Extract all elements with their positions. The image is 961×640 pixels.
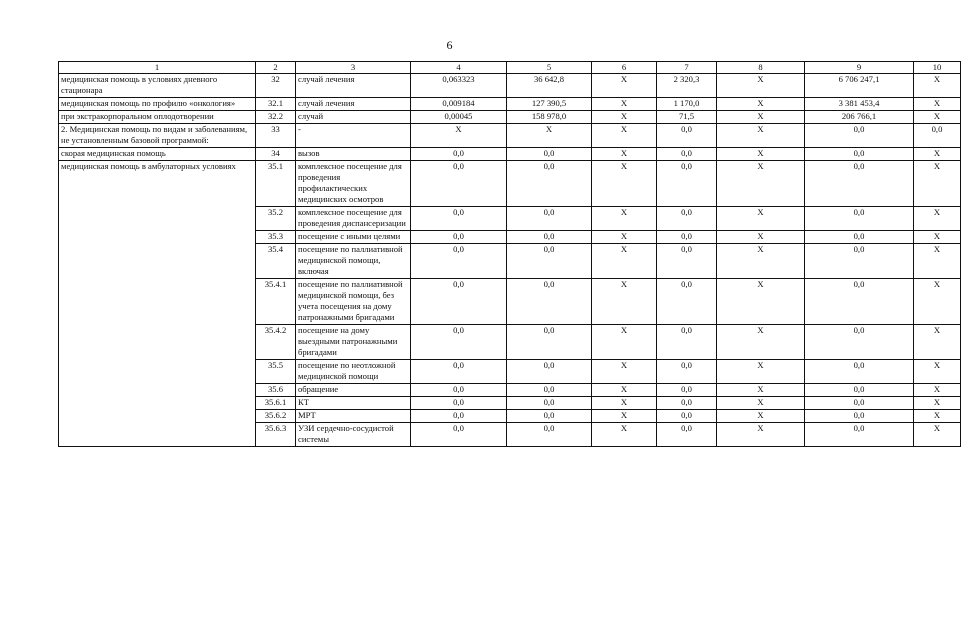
cell-col-3: комплексное посещение для проведения диспансеризации	[296, 207, 411, 231]
cell-col-3: случай	[296, 111, 411, 124]
cell-col-4: 0,00045	[411, 111, 507, 124]
cell-col-3: случай лечения	[296, 74, 411, 98]
cell-col-2: 35.6.1	[256, 397, 296, 410]
table-row	[59, 161, 961, 207]
cell-col-9: 0,0	[805, 384, 914, 397]
cell-col-1: скорая медицинская помощь	[59, 148, 256, 161]
page-number: 6	[446, 38, 453, 52]
cell-col-10: 0,0	[914, 124, 961, 148]
cell-col-7: 0,0	[657, 279, 717, 325]
cell-col-6: X	[592, 325, 657, 360]
cell-col-10: X	[914, 410, 961, 423]
cell-col-9: 0,0	[805, 423, 914, 447]
cell-col-5: 0,0	[507, 279, 592, 325]
cell-col-2: 35.4.1	[256, 279, 296, 325]
cell-col-2: 35.6	[256, 384, 296, 397]
cell-col-9: 0,0	[805, 124, 914, 148]
cell-col-5: 0,0	[507, 325, 592, 360]
cell-col-2: 35.2	[256, 207, 296, 231]
cell-col-7: 0,0	[657, 148, 717, 161]
cell-col-8: X	[717, 397, 805, 410]
cell-col-8: X	[717, 231, 805, 244]
cell-col-7: 0,0	[657, 325, 717, 360]
cell-col-3: посещение по паллиативной медицинской помощи, без учета посещения на дому патронажными бригадами	[296, 279, 411, 325]
cell-col-5: 158 978,0	[507, 111, 592, 124]
cell-col-3: случай лечения	[296, 98, 411, 111]
cell-col-4: 0,0	[411, 397, 507, 410]
header-cell: 3	[296, 62, 411, 74]
cell-col-8: X	[717, 161, 805, 207]
cell-col-2: 35.6.3	[256, 423, 296, 447]
cell-col-6: X	[592, 207, 657, 231]
cell-col-2: 35.4	[256, 244, 296, 279]
cell-col-8: X	[717, 111, 805, 124]
cell-col-10: X	[914, 244, 961, 279]
cell-col-3: посещение на дому выездными патронажными бригадами	[296, 325, 411, 360]
cell-col-8: X	[717, 410, 805, 423]
table-row	[59, 148, 961, 161]
cell-col-9: 0,0	[805, 207, 914, 231]
cell-col-7: 71,5	[657, 111, 717, 124]
cell-col-5: 0,0	[507, 360, 592, 384]
cell-col-10: X	[914, 74, 961, 98]
cell-col-6: X	[592, 360, 657, 384]
cell-col-9: 6 706 247,1	[805, 74, 914, 98]
header-cell: 6	[592, 62, 657, 74]
cell-col-3: посещение по неотложной медицинской помощи	[296, 360, 411, 384]
cell-col-8: X	[717, 74, 805, 98]
cell-col-6: X	[592, 279, 657, 325]
cell-col-6: X	[592, 124, 657, 148]
cell-col-9: 206 766,1	[805, 111, 914, 124]
cell-col-5: 0,0	[507, 384, 592, 397]
cell-col-5: 0,0	[507, 244, 592, 279]
cell-col-8: X	[717, 98, 805, 111]
cell-col-1: медицинская помощь в условиях дневного стационара	[59, 74, 256, 98]
cell-col-3: посещение с иными целями	[296, 231, 411, 244]
header-cell: 2	[256, 62, 296, 74]
cell-col-4: 0,0	[411, 410, 507, 423]
data-table	[58, 61, 961, 447]
cell-col-6: X	[592, 244, 657, 279]
cell-col-3: обращение	[296, 384, 411, 397]
cell-col-5: X	[507, 124, 592, 148]
cell-col-8: X	[717, 423, 805, 447]
cell-col-1: при экстракорпоральном оплодотворении	[59, 111, 256, 124]
cell-col-7: 2 320,3	[657, 74, 717, 98]
header-cell: 9	[805, 62, 914, 74]
cell-col-10: X	[914, 231, 961, 244]
cell-col-3: посещение по паллиативной медицинской помощи, включая	[296, 244, 411, 279]
header-cell: 4	[411, 62, 507, 74]
cell-col-2: 35.6.2	[256, 410, 296, 423]
header-cell: 10	[914, 62, 961, 74]
cell-col-10: X	[914, 384, 961, 397]
cell-col-5: 0,0	[507, 207, 592, 231]
cell-col-4: 0,0	[411, 161, 507, 207]
cell-col-4: 0,0	[411, 325, 507, 360]
cell-col-9: 0,0	[805, 161, 914, 207]
cell-col-7: 0,0	[657, 124, 717, 148]
cell-col-2: 32	[256, 74, 296, 98]
cell-col-8: X	[717, 325, 805, 360]
cell-col-3: вызов	[296, 148, 411, 161]
cell-col-5: 0,0	[507, 397, 592, 410]
cell-col-4: 0,0	[411, 207, 507, 231]
cell-col-1: медицинская помощь в амбулаторных условиях	[59, 161, 256, 447]
cell-col-5: 0,0	[507, 231, 592, 244]
cell-col-2: 34	[256, 148, 296, 161]
cell-col-8: X	[717, 279, 805, 325]
table-row	[59, 111, 961, 124]
cell-col-7: 0,0	[657, 244, 717, 279]
cell-col-4: 0,0	[411, 423, 507, 447]
table-row	[59, 74, 961, 98]
cell-col-6: X	[592, 231, 657, 244]
cell-col-5: 0,0	[507, 148, 592, 161]
cell-col-9: 0,0	[805, 279, 914, 325]
cell-col-9: 0,0	[805, 231, 914, 244]
cell-col-2: 33	[256, 124, 296, 148]
cell-col-9: 3 381 453,4	[805, 98, 914, 111]
cell-col-7: 0,0	[657, 207, 717, 231]
cell-col-6: X	[592, 397, 657, 410]
header-cell: 1	[59, 62, 256, 74]
cell-col-7: 0,0	[657, 161, 717, 207]
cell-col-8: X	[717, 360, 805, 384]
cell-col-2: 32.1	[256, 98, 296, 111]
cell-col-7: 0,0	[657, 384, 717, 397]
cell-col-6: X	[592, 98, 657, 111]
cell-col-7: 0,0	[657, 410, 717, 423]
header-cell: 5	[507, 62, 592, 74]
cell-col-10: X	[914, 111, 961, 124]
cell-col-7: 0,0	[657, 397, 717, 410]
cell-col-4: 0,009184	[411, 98, 507, 111]
cell-col-6: X	[592, 148, 657, 161]
cell-col-6: X	[592, 410, 657, 423]
table-row	[59, 124, 961, 148]
cell-col-4: 0,0	[411, 360, 507, 384]
cell-col-2: 32.2	[256, 111, 296, 124]
cell-col-4: 0,063323	[411, 74, 507, 98]
header-cell: 7	[657, 62, 717, 74]
cell-col-10: X	[914, 98, 961, 111]
cell-col-10: X	[914, 161, 961, 207]
cell-col-5: 0,0	[507, 423, 592, 447]
cell-col-2: 35.1	[256, 161, 296, 207]
cell-col-10: X	[914, 423, 961, 447]
cell-col-8: X	[717, 207, 805, 231]
cell-col-3: -	[296, 124, 411, 148]
cell-col-9: 0,0	[805, 360, 914, 384]
cell-col-3: КТ	[296, 397, 411, 410]
cell-col-10: X	[914, 207, 961, 231]
cell-col-3: комплексное посещение для проведения профилактических медицинских осмотров	[296, 161, 411, 207]
cell-col-9: 0,0	[805, 325, 914, 360]
cell-col-10: X	[914, 397, 961, 410]
header-cell: 8	[717, 62, 805, 74]
cell-col-7: 1 170,0	[657, 98, 717, 111]
cell-col-3: МРТ	[296, 410, 411, 423]
cell-col-5: 127 390,5	[507, 98, 592, 111]
cell-col-2: 35.4.2	[256, 325, 296, 360]
cell-col-6: X	[592, 423, 657, 447]
cell-col-10: X	[914, 279, 961, 325]
cell-col-4: 0,0	[411, 244, 507, 279]
cell-col-7: 0,0	[657, 423, 717, 447]
cell-col-2: 35.5	[256, 360, 296, 384]
cell-col-1: медицинская помощь по профилю «онкология»	[59, 98, 256, 111]
cell-col-9: 0,0	[805, 397, 914, 410]
cell-col-6: X	[592, 74, 657, 98]
cell-col-2: 35.3	[256, 231, 296, 244]
cell-col-4: X	[411, 124, 507, 148]
cell-col-4: 0,0	[411, 231, 507, 244]
cell-col-8: X	[717, 244, 805, 279]
table-row	[59, 98, 961, 111]
cell-col-1: 2. Медицинская помощь по видам и заболеваниям, не установленным базовой программой:	[59, 124, 256, 148]
cell-col-8: X	[717, 148, 805, 161]
cell-col-8: X	[717, 384, 805, 397]
cell-col-6: X	[592, 384, 657, 397]
cell-col-10: X	[914, 360, 961, 384]
cell-col-4: 0,0	[411, 384, 507, 397]
cell-col-5: 36 642,8	[507, 74, 592, 98]
cell-col-3: УЗИ сердечно-сосудистой системы	[296, 423, 411, 447]
cell-col-6: X	[592, 111, 657, 124]
cell-col-4: 0,0	[411, 148, 507, 161]
cell-col-8: X	[717, 124, 805, 148]
cell-col-9: 0,0	[805, 410, 914, 423]
cell-col-7: 0,0	[657, 360, 717, 384]
cell-col-7: 0,0	[657, 231, 717, 244]
cell-col-4: 0,0	[411, 279, 507, 325]
cell-col-9: 0,0	[805, 244, 914, 279]
cell-col-9: 0,0	[805, 148, 914, 161]
cell-col-5: 0,0	[507, 410, 592, 423]
cell-col-5: 0,0	[507, 161, 592, 207]
cell-col-6: X	[592, 161, 657, 207]
cell-col-10: X	[914, 325, 961, 360]
header-row	[59, 62, 961, 74]
cell-col-10: X	[914, 148, 961, 161]
